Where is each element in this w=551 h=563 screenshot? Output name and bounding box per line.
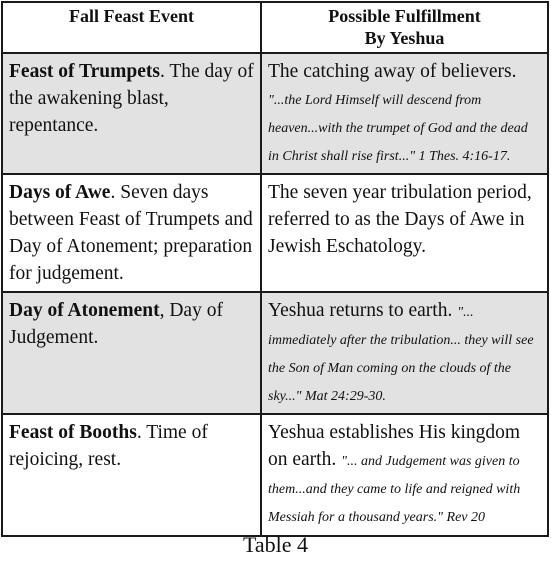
header-line-1: Possible Fulfillment [328,6,481,26]
event-name: Feast of Trumpets [9,61,160,82]
event-cell [2,174,261,292]
scripture-quote: "...the Lord Himself will descend from heaven...with the trumpet of God and the dead in Christ shall rise first..." 1 Thes. 4:16-17. [268,93,528,164]
event-description: , Day of Judgement. [9,300,223,348]
event-description: . Time of rejoicing, rest. [9,422,208,470]
fulfillment-cell [261,414,548,536]
fulfillment-text: Yeshua establishes His kingdom on earth. [268,422,521,470]
table-row [2,174,548,292]
header-fall-feast-event: Fall Feast Event [2,2,261,53]
feast-fulfillment-table [1,1,549,537]
event-cell [2,292,261,414]
event-name: Day of Atonement [9,300,160,321]
table-row [2,414,548,536]
event-description: . Seven days between Feast of Trumpets and Day of Atonement; preparation for judgement. [9,182,253,284]
scripture-quote: "... immediately after the tribulation... they will see the Son of Man coming on the clouds of the sky..." Mat 24:29-30. [268,305,534,404]
fulfillment-cell [261,174,548,292]
header-line-2: By Yeshua [364,28,445,48]
table-caption: Table 4 [242,532,309,557]
fulfillment-text: Yeshua returns to earth. [268,300,458,321]
fulfillment-cell [261,292,548,414]
scripture-quote: "... and Judgement was given to them...and they came to life and reigned with Messiah for a thousand years." Rev 20 [268,454,521,525]
event-name: Days of Awe [9,182,111,203]
table-header-row [2,2,548,53]
fulfillment-cell [261,53,548,174]
event-name: Feast of Booths [9,422,137,443]
event-description: . The day of the awakening blast, repentance. [9,61,254,136]
event-cell [2,414,261,536]
table-row [2,292,548,414]
event-cell [2,53,261,174]
table-row [2,53,548,174]
fulfillment-text: The seven year tribulation period, referred to as the Days of Awe in Jewish Eschatology. [268,182,532,257]
header-possible-fulfillment [261,2,548,53]
fulfillment-text: The catching away of believers. [268,61,517,82]
